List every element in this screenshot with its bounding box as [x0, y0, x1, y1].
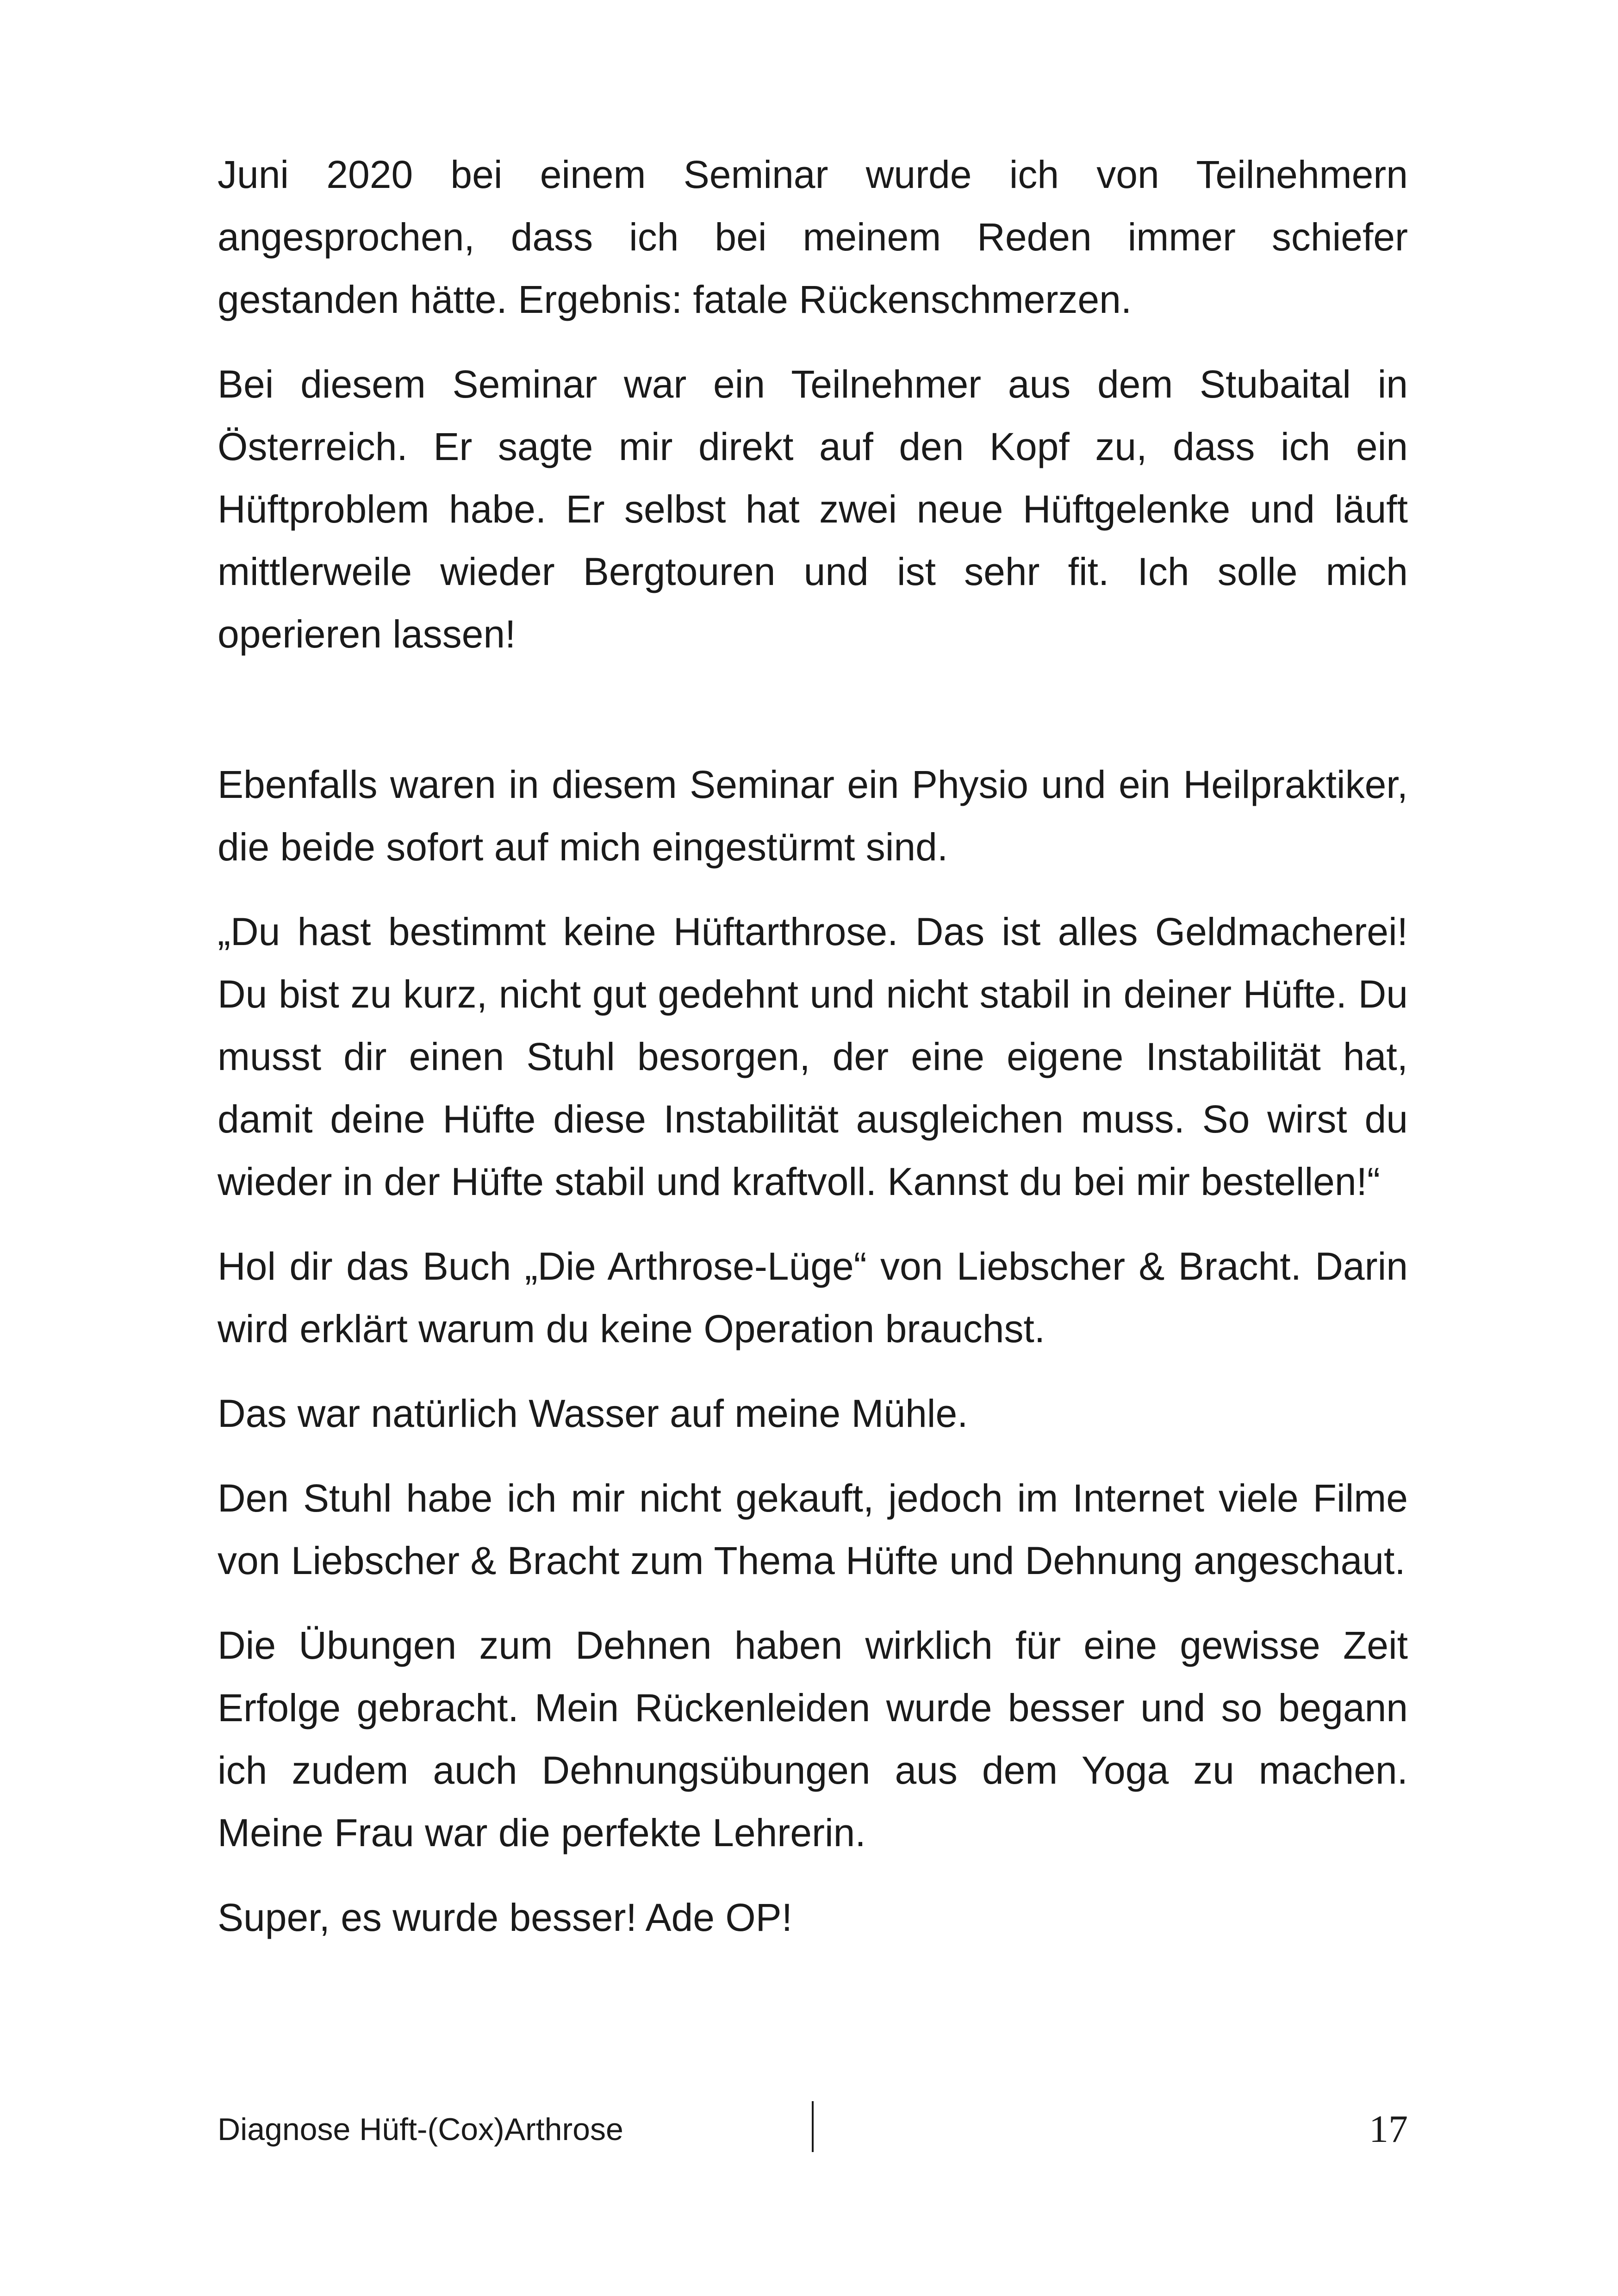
- body-text: [218, 143, 1408, 1971]
- paragraph-physio: Ebenfalls waren in diesem Seminar ein Physio und ein Heilpraktiker, die beide sofort auf mich eingestürmt sind.: [218, 763, 1408, 869]
- paragraph-book-tip: Hol dir das Buch „Die Arthrose-Lüge“ von Liebscher & Bracht. Darin wird erklärt warum du keine Operation brauchst.: [218, 1244, 1408, 1350]
- paragraph-quote: „Du hast bestimmt keine Hüftarthrose. Das ist alles Geldmacherei! Du bist zu kurz, nicht gut gedehnt und nicht stabil in deiner Hüfte. Du musst dir einen Stuhl besorgen, der eine eigene Instabilität hat, damit deine Hüfte diese Instabilität ausgleichen muss. So wirst du wieder in der Hüfte stabil und kraftvoll. Kannst du bei mir bestellen!“: [218, 910, 1408, 1203]
- paragraph-exercises: Die Übungen zum Dehnen haben wirklich für eine gewisse Zeit Erfolge gebracht. Mein Rückenleiden wurde besser und so begann ich zudem auch Dehnungsübungen aus dem Yoga zu machen. Meine Frau war die perfekte Lehrerin.: [218, 1624, 1408, 1854]
- running-footer-title: Diagnose Hüft-(Cox)Arthrose: [218, 2112, 623, 2147]
- paragraph-seminar: Juni 2020 bei einem Seminar wurde ich von Teilnehmern angesprochen, dass ich bei meinem Reden immer schiefer gestanden hätte. Ergebnis: fatale Rückenschmerzen.: [218, 153, 1408, 321]
- page-footer: [218, 2101, 1408, 2157]
- paragraph-chair: Den Stuhl habe ich mir nicht gekauft, jedoch im Internet viele Filme von Liebscher & Bracht zum Thema Hüfte und Dehnung angeschaut.: [218, 1476, 1408, 1582]
- paragraph-stubaital: Bei diesem Seminar war ein Teilnehmer aus dem Stubaital in Österreich. Er sagte mir direkt auf den Kopf zu, dass ich ein Hüftproblem habe. Er selbst hat zwei neue Hüftgelenke und läuft mittlerweile wieder Bergtouren und ist sehr fit. Ich solle mich operieren lassen!: [218, 362, 1408, 656]
- page-number: 17: [1369, 2108, 1408, 2151]
- footer-divider: [812, 2101, 814, 2152]
- paragraph-water-mill: Das war natürlich Wasser auf meine Mühle.: [218, 1392, 968, 1435]
- paragraph-conclusion: Super, es wurde besser! Ade OP!: [218, 1896, 793, 1939]
